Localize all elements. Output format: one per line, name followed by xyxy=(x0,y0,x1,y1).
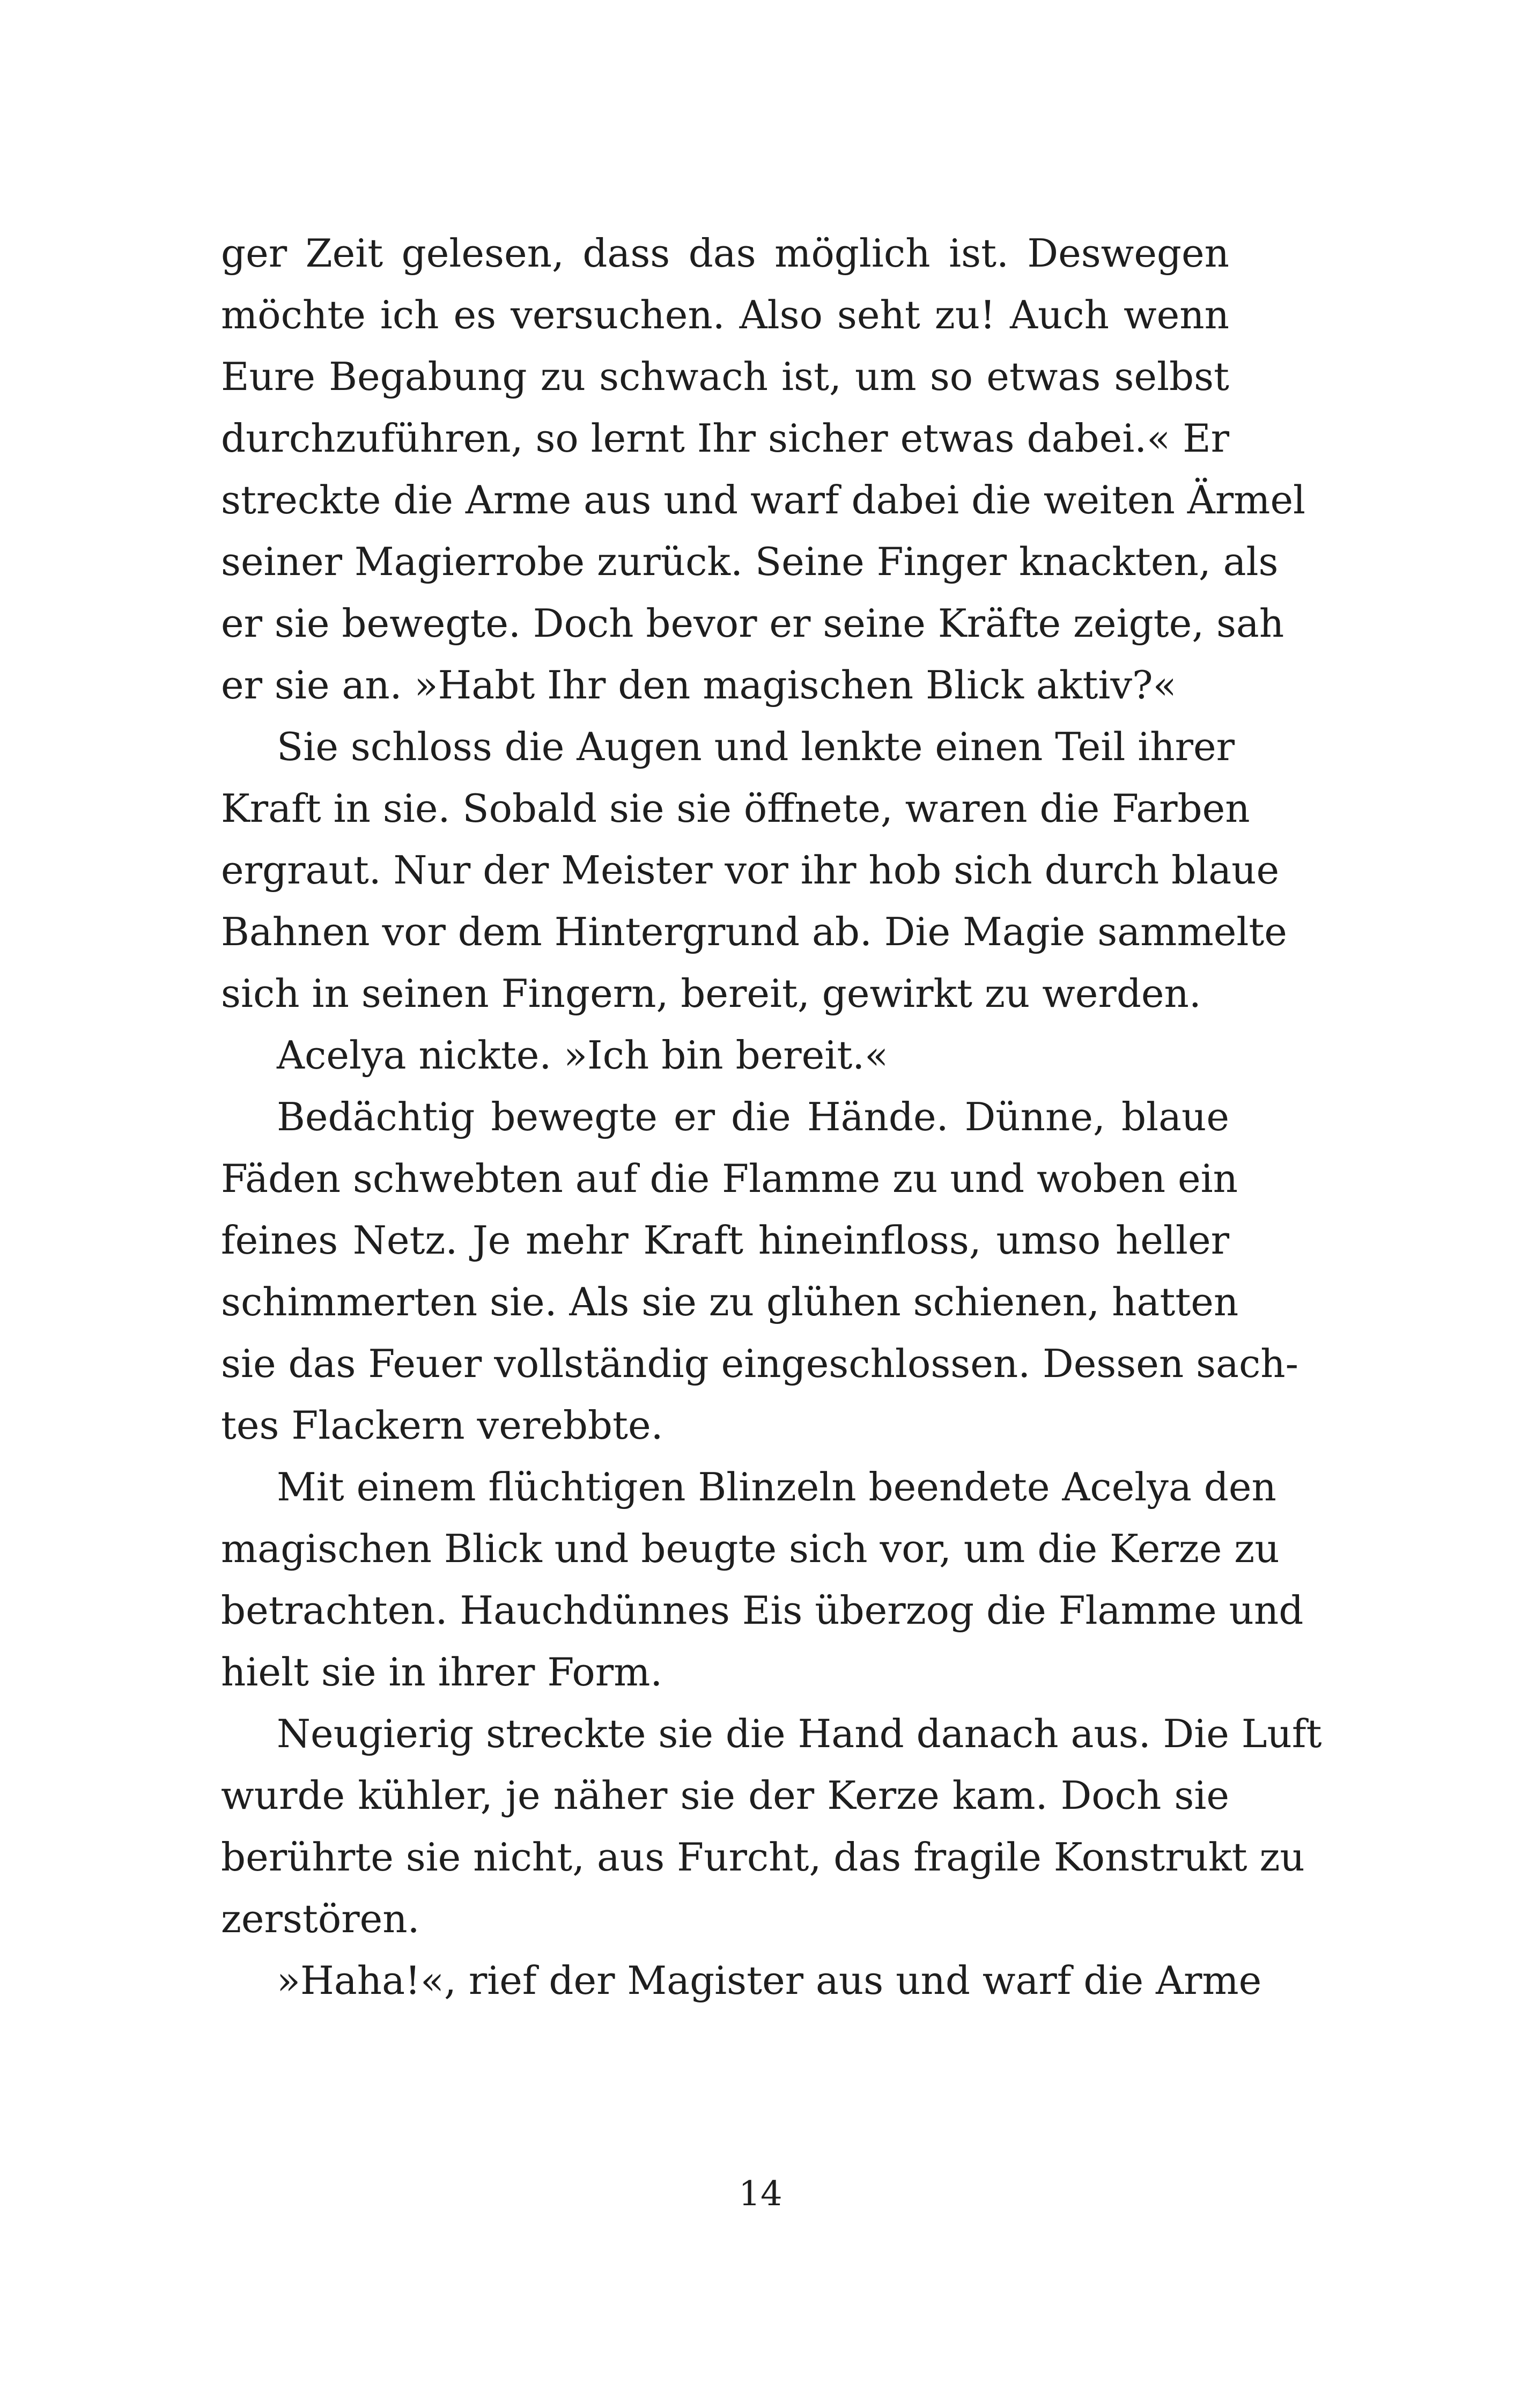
paragraph-first-line: Sie schloss die Augen und lenkte einen Teil ihrer xyxy=(277,724,1235,769)
text-line: er sie an. »Habt Ihr den magischen Blick aktiv?« xyxy=(221,662,1177,708)
text-line: zerstören. xyxy=(221,1896,420,1941)
paragraph-first-line: Mit einem flüchtigen Blinzeln beendete Acelya den xyxy=(277,1464,1276,1509)
text-line: Bahnen vor dem Hintergrund ab. Die Magie sammelte xyxy=(221,909,1287,954)
text-line: ergraut. Nur der Meister vor ihr hob sich durch blaue xyxy=(221,848,1280,893)
text-line: feines Netz. Je mehr Kraft hineinfloss, umso heller xyxy=(221,1218,1229,1263)
text-line: sich in seinen Fingern, bereit, gewirkt zu werden. xyxy=(221,971,1201,1016)
text-line: wurde kühler, je näher sie der Kerze kam. Doch sie xyxy=(221,1773,1229,1818)
text-line: möchte ich es versuchen. Also seht zu! Auch wenn xyxy=(221,292,1229,337)
text-line: schimmerten sie. Als sie zu glühen schienen, hatten xyxy=(221,1279,1239,1324)
text-line: Fäden schwebten auf die Flamme zu und woben ein xyxy=(221,1156,1238,1201)
text-line: ger Zeit gelesen, dass das möglich ist. Deswegen xyxy=(221,231,1229,276)
text-line: durchzuführen, so lernt Ihr sicher etwas dabei.« Er xyxy=(221,416,1230,461)
text-line: Kraft in sie. Sobald sie sie öffnete, waren die Farben xyxy=(221,786,1250,831)
paragraph-first-line: Acelya nickte. »Ich bin bereit.« xyxy=(277,1033,889,1078)
text-line: magischen Blick und beugte sich vor, um die Kerze zu xyxy=(221,1526,1280,1571)
text-line: hielt sie in ihrer Form. xyxy=(221,1649,663,1695)
text-line: er sie bewegte. Doch bevor er seine Kräfte zeigte, sah xyxy=(221,601,1284,646)
text-line: betrachten. Hauchdünnes Eis überzog die Flamme und xyxy=(221,1588,1304,1633)
page-number: 14 xyxy=(739,2174,782,2214)
paragraph-first-line: »Haha!«, rief der Magister aus und warf die Arme xyxy=(277,1958,1262,2003)
text-line: berührte sie nicht, aus Furcht, das fragile Konstrukt zu xyxy=(221,1835,1305,1880)
text-line: sie das Feuer vollständig eingeschlossen. Dessen sach- xyxy=(221,1341,1298,1386)
text-line: Eure Begabung zu schwach ist, um so etwas selbst xyxy=(221,354,1229,399)
text-line: tes Flackern verebbte. xyxy=(221,1403,663,1448)
paragraph-first-line: Bedächtig bewegte er die Hände. Dünne, blaue xyxy=(277,1094,1229,1139)
body-text xyxy=(221,223,1322,2012)
paragraph-first-line: Neugierig streckte sie die Hand danach aus. Die Luft xyxy=(277,1711,1322,1756)
text-line: seiner Magierrobe zurück. Seine Finger knackten, als xyxy=(221,539,1279,584)
text-line: streckte die Arme aus und warf dabei die weiten Ärmel xyxy=(221,477,1306,522)
